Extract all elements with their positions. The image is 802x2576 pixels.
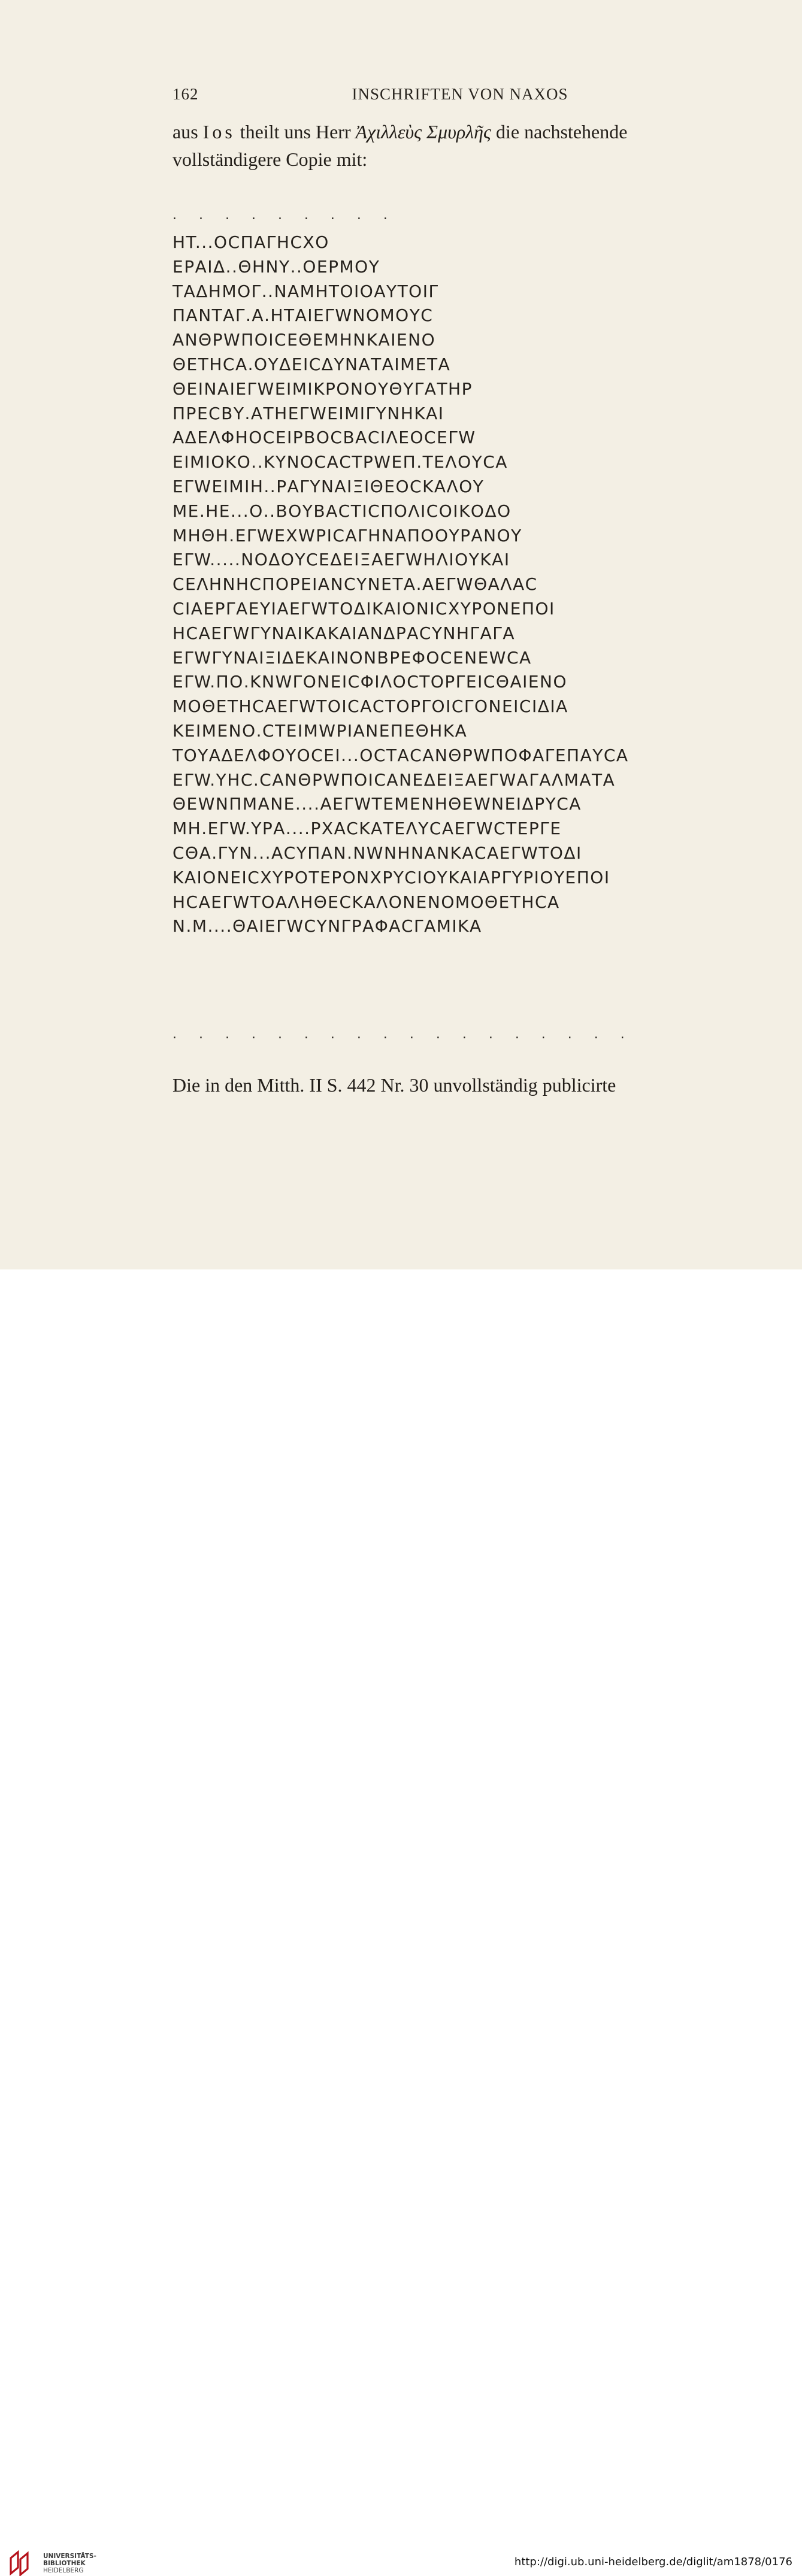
inscription-line: ΕΓW.ΠΟ.ΚΝWΓΟΝΕΙCΦΙΛΟCΤΟΡΓΕΙCΘΑΙΕΝΟ [172, 672, 568, 692]
inscription-line: ΘΕWΝΠΜΑΝΕ....ΑΕΓWΤΕΜΕΝΗΘΕWΝΕΙΔΡΥCΑ [172, 794, 582, 814]
inscription-line: ΕΓW.....ΝΟΔΟΥCΕΔΕΙΞΑΕΓWΗΛΙΟΥΚΑΙ [172, 550, 510, 570]
inscription-line: ΘΕΤΗCΑ.ΟΥΔΕΙCΔΥΝΑΤΑΙΜΕΤΑ [172, 354, 451, 374]
library-name-line-1: UNIVERSITÄTS- [43, 2553, 96, 2560]
library-name-line-2: BIBLIOTHEK [43, 2560, 86, 2567]
inscription-transcription [172, 231, 771, 939]
library-name [43, 2553, 96, 2574]
inscription-line: CΕΛΗΝΗCΠΟΡΕΙΑΝCΥΝΕΤΑ.ΑΕΓWΘΑΛΑC [172, 574, 538, 595]
inscription-line: ΕΡΑΙΔ..ΘΗΝΥ..ΟΕΡΜΟΥ [172, 256, 380, 277]
inscription-line: CΘΑ.ΓΥΝ...ΑCΥΠΑΝ.ΝWΝΗΝΑΝΚΑCΑΕΓWΤΟΔΙ [172, 842, 582, 863]
inscription-line: ΤΑΔΗΜΟΓ..ΝΑΜΗΤΟΙΟΑΥΤΟΙΓ [172, 281, 439, 301]
intro-suffix: die nachstehende [491, 121, 628, 143]
inscription-line: ΜΟΘΕΤΗCΑΕΓWΤΟΙCΑCΤΟΡΓΟΙCΓΟΝΕΙCΙΔΙΑ [172, 696, 568, 717]
logo-stroke-inner [20, 2553, 28, 2575]
inscription-line: ΠΑΝΤΑΓ.Α.ΗΤΑΙΕΓWΝΟΜΟΥC [172, 305, 434, 326]
place-name: Ios [202, 121, 235, 143]
inscription-line: CΙΑΕΡΓΑΕΥΙΑΕΓWΤΟΔΙΚΑΙΟΝΙCΧΥΡΟΝΕΠΟΙ [172, 598, 555, 619]
inscription-line: ΜΕ.ΗΕ...Ο..ΒΟΥΒΑCΤΙCΠΟΛΙCΟΙΚΟΔΟ [172, 501, 512, 521]
inscription-line: ΘΕΙΝΑΙΕΓWΕΙΜΙΚΡΟΝΟΥΘΥΓΑΤΗΡ [172, 378, 473, 399]
greek-person-name: Ἀχιλλεὺς Σμυρλῆς [355, 121, 491, 143]
intro-line-2: vollständigere Copie mit: [172, 149, 368, 170]
inscription-line: ΕΓWΕΙΜΙΗ..ΡΑΓΥΝΑΙΞΙΘΕΟCΚΑΛΟΥ [172, 476, 485, 496]
intro-prefix: aus [172, 121, 203, 143]
inscription-line: ΗCΑΕΓWΤΟΑΛΗΘΕCΚΑΛΟΝΕΝΟΜΟΘΕΤΗCΑ [172, 892, 560, 912]
inscription-line: ΕΓWΓΥΝΑΙΞΙΔΕΚΑΙΝΟΝΒΡΕΦΟCΕΝΕWCΑ [172, 647, 532, 668]
inscription-line: ΜΗΘΗ.ΕΓWΕΧWΡΙCΑΓΗΝΑΠΟΟΥΡΑΝΟΥ [172, 525, 522, 545]
inscription-line: Ν.Μ....ΘΑΙΕΓWCΥΝΓΡΑΦΑCΓΑΜΙΚΑ [172, 916, 482, 937]
inscription-line: ΜΗ.ΕΓW.ΥΡΑ....ΡΧΑCΚΑΤΕΛΥCΑΕΓWCΤΕΡΓΕ [172, 819, 562, 839]
permalink-url[interactable]: http://digi.ub.uni-heidelberg.de/diglit/am1878/0176 [514, 2556, 792, 2568]
digitization-footer [0, 1269, 802, 2574]
inscription-line: ΑΝΘΡWΠΟΙCΕΘΕΜΗΝΚΑΙΕΝΟ [172, 330, 436, 350]
lacuna-dots-top: . . . . . . . . . [172, 208, 397, 223]
inscription-line: ΚΕΙΜΕΝΟ.CΤΕΙΜWΡΙΑΝΕΠΕΘΗΚΑ [172, 720, 468, 741]
inscription-line: ΕΙΜΙΟΚΟ..ΚΥΝΟCΑCΤΡWΕΠ.ΤΕΛΟΥCΑ [172, 452, 508, 472]
inscription-line: ΚΑΙΟΝΕΙCΧΥΡΟΤΕΡΟΝΧΡΥCΙΟΥΚΑΙΑΡΓΥΡΙΟΥΕΠΟΙ [172, 867, 610, 887]
logo-stroke-outer [11, 2552, 18, 2574]
inscription-line: ΗCΑΕΓWΓΥΝΑΙΚΑΚΑΙΑΝΔΡΑCΥΝΗΓΑΓΑ [172, 623, 516, 643]
intro-line-1 [172, 121, 627, 143]
scanned-page [0, 0, 802, 1269]
running-title: INSCHRIFTEN VON NAXOS [352, 85, 568, 103]
intro-mid: theilt uns Herr [235, 121, 356, 143]
running-head [172, 85, 747, 107]
inscription-line: ΕΓW.ΥΗC.CΑΝΘΡWΠΟΙCΑΝΕΔΕΙΞΑΕΓWΑΓΑΛΜΑΤΑ [172, 769, 616, 790]
lacuna-dots-bottom: . . . . . . . . . . . . . . . . . . [172, 1027, 634, 1042]
inscription-line: ΠΡΕCΒΥ.ΑΤΗΕΓWΕΙΜΙΓΥΝΗΚΑΙ [172, 403, 444, 423]
library-name-line-3: HEIDELBERG [43, 2567, 84, 2574]
library-logo-icon [8, 2550, 32, 2576]
closing-text: Die in den Mitth. II S. 442 Nr. 30 unvollständig publicirte [172, 1074, 616, 1096]
inscription-line: ΑΔΕΛΦΗΟCΕΙΡΒΟCΒΑCΙΛΕΟCΕΓW [172, 428, 476, 448]
inscription-line: ΤΟΥΑΔΕΛΦΟΥΟCΕΙ...ΟCΤΑCΑΝΘΡWΠΟΦΑΓΕΠΑΥCΑ [172, 745, 629, 765]
page-number: 162 [172, 85, 199, 103]
inscription-line: HT...OCΠΑΓΗCΧΟ [172, 232, 329, 252]
